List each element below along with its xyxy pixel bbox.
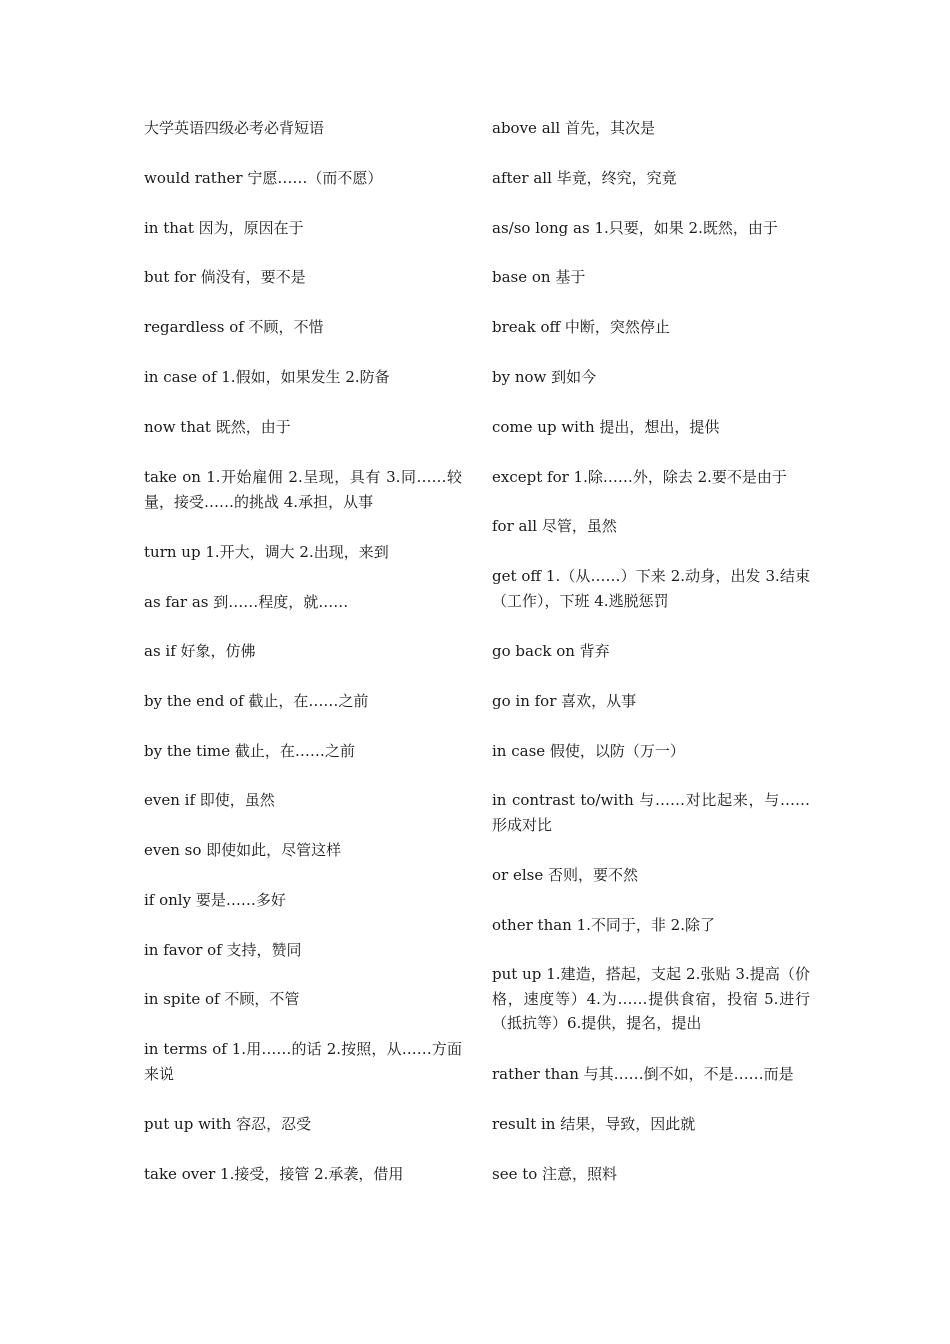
phrase-entry: but for 倘没有，要不是: [144, 268, 306, 286]
phrase-entry: now that 既然，由于: [144, 418, 291, 436]
phrase-entry: put up 1.建造，搭起，支起 2.张贴 3.提高（价格，速度等）4.为……提供食宿，投宿 5.进行（抵抗等）6.提供，提名，提出: [492, 965, 810, 1032]
phrase-entry: come up with 提出，想出，提供: [492, 418, 720, 436]
phrase-entry: by the time 截止，在……之前: [144, 742, 355, 760]
phrase-entry: regardless of 不顾，不惜: [144, 318, 324, 336]
phrase-entry: base on 基于: [492, 268, 586, 286]
phrase-entry: in spite of 不顾，不管: [144, 990, 300, 1008]
phrase-entry: as/so long as 1.只要，如果 2.既然，由于: [492, 219, 778, 237]
phrase-entry: take on 1.开始雇佣 2.呈现，具有 3.同……较量，接受……的挑战 4.承担，从事: [144, 468, 462, 511]
phrase-entry: result in 结果，导致，因此就: [492, 1115, 696, 1133]
phrase-entry: go in for 喜欢，从事: [492, 692, 637, 710]
phrase-entry: except for 1.除……外，除去 2.要不是由于: [492, 468, 787, 486]
phrase-entry: after all 毕竟，终究，究竟: [492, 169, 677, 187]
phrase-entry: for all 尽管，虽然: [492, 517, 617, 535]
phrase-entry: as if 好象，仿佛: [144, 642, 256, 660]
phrase-entry: even so 即使如此，尽管这样: [144, 841, 342, 859]
phrase-entry: would rather 宁愿……（而不愿）: [144, 169, 383, 187]
phrase-entry: in favor of 支持，赞同: [144, 941, 302, 959]
phrase-entry: in case 假使，以防（万一）: [492, 742, 685, 760]
phrase-entry: by the end of 截止，在……之前: [144, 692, 369, 710]
phrase-entry: above all 首先，其次是: [492, 119, 656, 137]
phrase-entry: other than 1.不同于，非 2.除了: [492, 916, 715, 934]
phrase-entry: turn up 1.开大，调大 2.出现，来到: [144, 543, 389, 561]
phrase-entry: by now 到如今: [492, 368, 597, 386]
phrase-entry: put up with 容忍，忍受: [144, 1115, 312, 1133]
phrase-entry: in that 因为，原因在于: [144, 219, 304, 237]
phrase-entry: go back on 背弃: [492, 642, 610, 660]
phrase-entry: if only 要是……多好: [144, 891, 286, 909]
phrase-entry: break off 中断，突然停止: [492, 318, 670, 336]
document-title: 大学英语四级必考必背短语: [144, 119, 325, 137]
phrase-entry: even if 即使，虽然: [144, 791, 275, 809]
phrase-entry: see to 注意，照料: [492, 1165, 618, 1183]
phrase-entry: in contrast to/with 与……对比起来，与……形成对比: [492, 791, 810, 834]
phrase-entry: in case of 1.假如，如果发生 2.防备: [144, 368, 390, 386]
phrase-entry: as far as 到……程度，就……: [144, 593, 349, 611]
phrase-entry: rather than 与其……倒不如，不是……而是: [492, 1065, 794, 1083]
phrase-entry: take over 1.接受，接管 2.承袭，借用: [144, 1165, 404, 1183]
phrase-entry: or else 否则，要不然: [492, 866, 638, 884]
phrase-entry: get off 1.（从……）下来 2.动身，出发 3.结束（工作），下班 4.逃脱惩罚: [492, 567, 810, 610]
phrase-entry: in terms of 1.用……的话 2.按照，从……方面来说: [144, 1040, 462, 1083]
